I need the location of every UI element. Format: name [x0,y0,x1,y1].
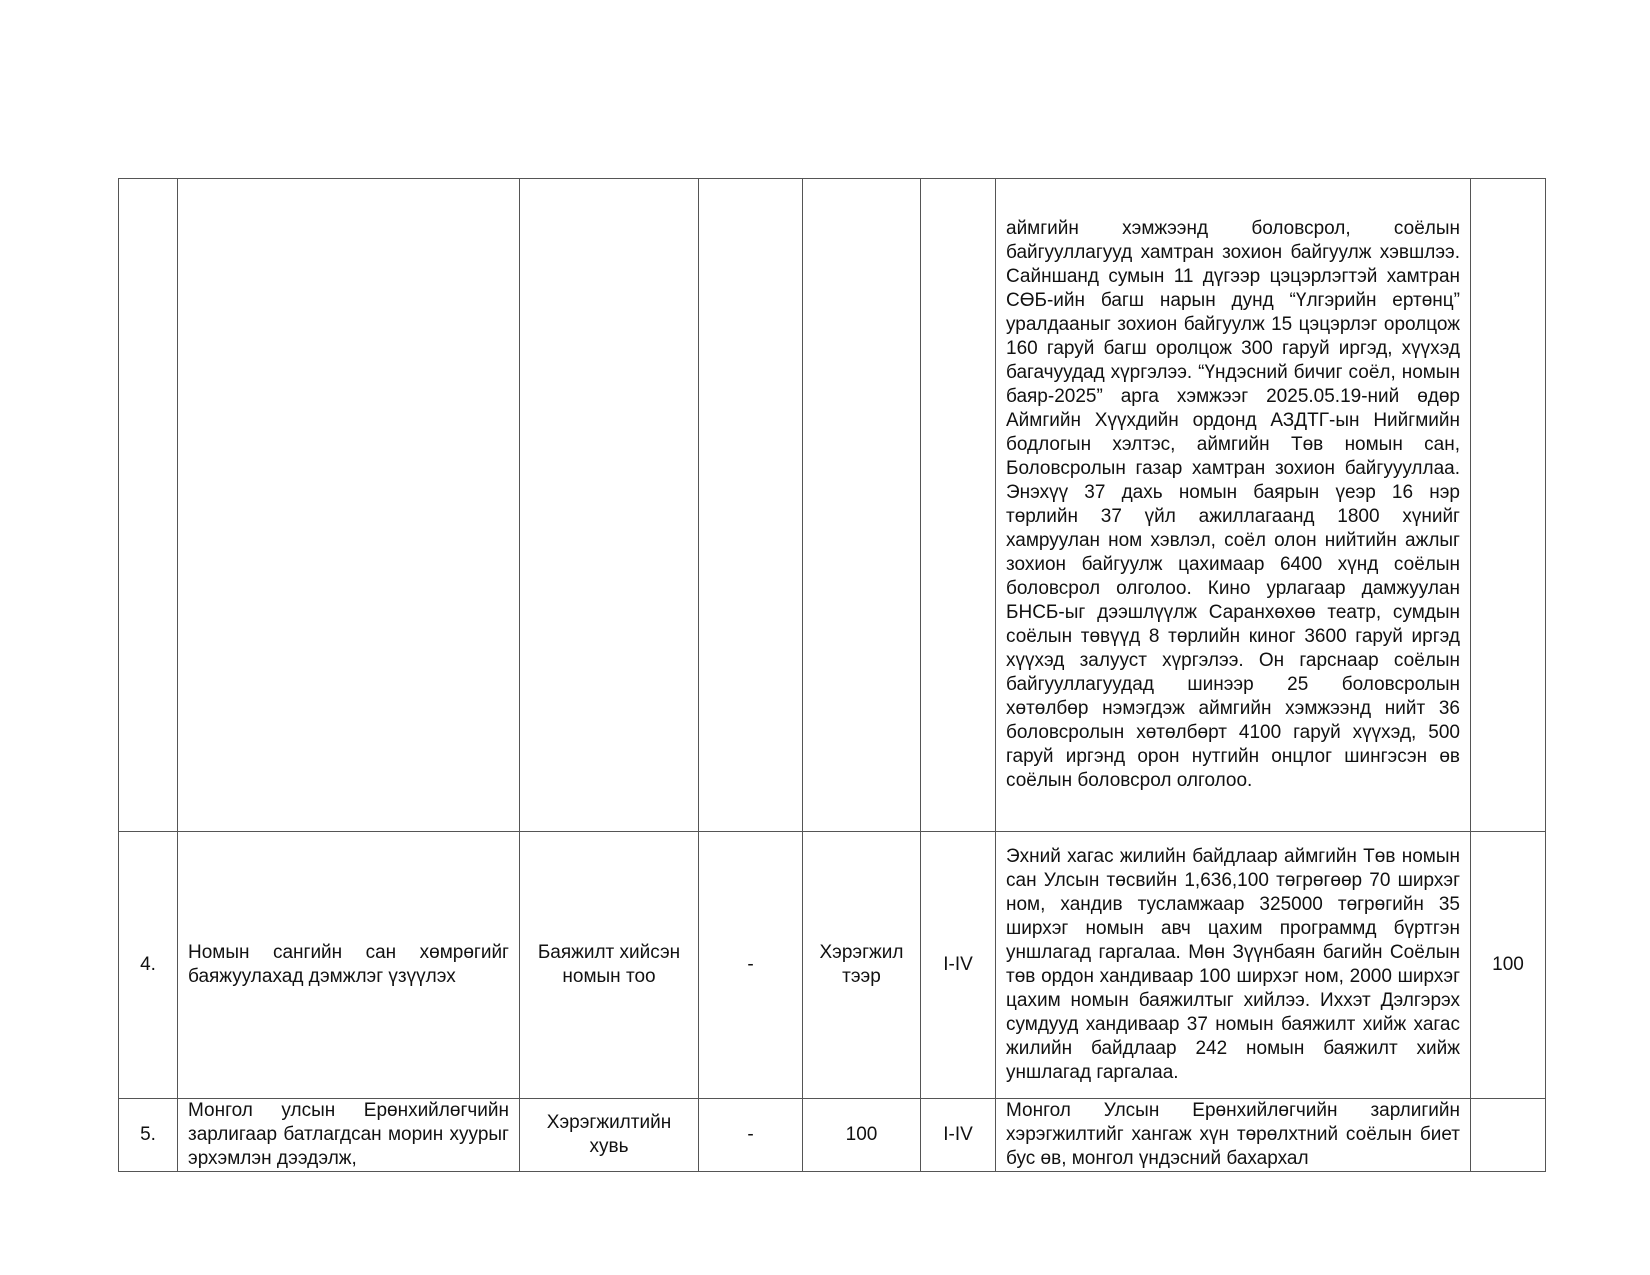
progress-cell: аймгийн хэмжээнд боловсрол, соёлын байгууллагууд хамтран зохион байгуулж хэвшлээ. Сайншанд сумын 11 дүгээр цэцэрлэгтэй хамтран СӨБ-ийн багш нарын дунд “Үлгэрийн ертөнц” уралдааныг зохион байгуулж 15 цэцэрлэг оролцож 160 гаруй багш оролцож 300 гаруй иргэд, хүүхэд багачуудад хүргэлээ. “Үндэсний бичиг соёл, номын баяр-2025” арга хэмжээг 2025.05.19-ний өдөр Аймгийн Хүүхдийн ордонд АЗДТГ-ын Нийгмийн бодлогын хэлтэс, аймгийн Төв номын сан, Боловсролын газар хамтран зохион байгуууллаа. Энэхүү 37 дахь номын баярын үеэр 16 нэр төрлийн 37 үйл ажиллагаанд 1800 хүнийг хамруулан ном хэвлэл, соёл олон нийтийн ажлыг зохион байгуулж цахимаар 6400 хүнд соёлын боловсрол олголоо. Кино урлагаар дамжуулан БНСБ-ыг дээшлүүлж Саранхөхөө театр, сумдын соёлын төвүүд 8 төрлийн киног 3600 гаруй иргэд хүүхэд залууст хүргэлээ. Он гарснаар соёлын байгууллагуудад шинээр 25 боловсролын хөтөлбөр нэмэгдэж аймгийн хэмжээнд нийт 36 боловсролын хөтөлбөрт 4100 гаруй хүүхэд, 500 гаруй иргэнд орон нутгийн онцлог шингэсэн өв соёлын боловсрол олголоо. [996,179,1471,832]
target-cell: Хэрэгжил тээр [803,832,921,1099]
task-cell [178,179,520,832]
score-cell [1471,179,1546,832]
score-cell [1471,1099,1546,1172]
baseline-cell: - [699,832,803,1099]
row-number-cell: 4. [119,832,178,1099]
report-table [118,178,1546,1172]
row-number-cell [119,179,178,832]
progress-cell: Эхний хагас жилийн байдлаар аймгийн Төв номын сан Улсын төсвийн 1,636,100 төгрөгөөр 70 ширхэг ном, хандив тусламжаар 325000 төгрөгийн 35 ширхэг номын авч цахим программд бүртгэн уншлагад гаргалаа. Мөн Зүүнбаян багийн Соёлын төв ордон хандиваар 100 ширхэг ном, 2000 ширхэг цахим номын баяжилтыг хийлээ. Иххэт Дэлгэрэх сумдууд хандиваар 37 номын баяжилт хийж хагас жилийн байдлаар 242 номын баяжилт хийж уншлагад гаргалаа. [996,832,1471,1099]
period-cell: I-IV [921,832,996,1099]
table-row [119,179,1546,832]
progress-cell: Монгол Улсын Ерөнхийлөгчийн зарлигийн хэрэгжилтийг хангаж хүн төрөлхтний соёлын биет бус өв, монгол үндэсний бахархал [996,1099,1471,1172]
indicator-cell [520,179,699,832]
period-cell [921,179,996,832]
target-cell [803,179,921,832]
baseline-cell: - [699,1099,803,1172]
baseline-cell [699,179,803,832]
indicator-cell: Хэрэгжилтийн хувь [520,1099,699,1172]
period-cell: I-IV [921,1099,996,1172]
table-row [119,1099,1546,1172]
table-row [119,832,1546,1099]
target-cell: 100 [803,1099,921,1172]
task-cell: Монгол улсын Ерөнхийлөгчийн зарлигаар батлагдсан морин хуурыг эрхэмлэн дээдэлж, [178,1099,520,1172]
task-cell: Номын сангийн сан хөмрөгийг баяжуулахад дэмжлэг үзүүлэх [178,832,520,1099]
row-number-cell: 5. [119,1099,178,1172]
indicator-cell: Баяжилт хийсэн номын тоо [520,832,699,1099]
score-cell: 100 [1471,832,1546,1099]
